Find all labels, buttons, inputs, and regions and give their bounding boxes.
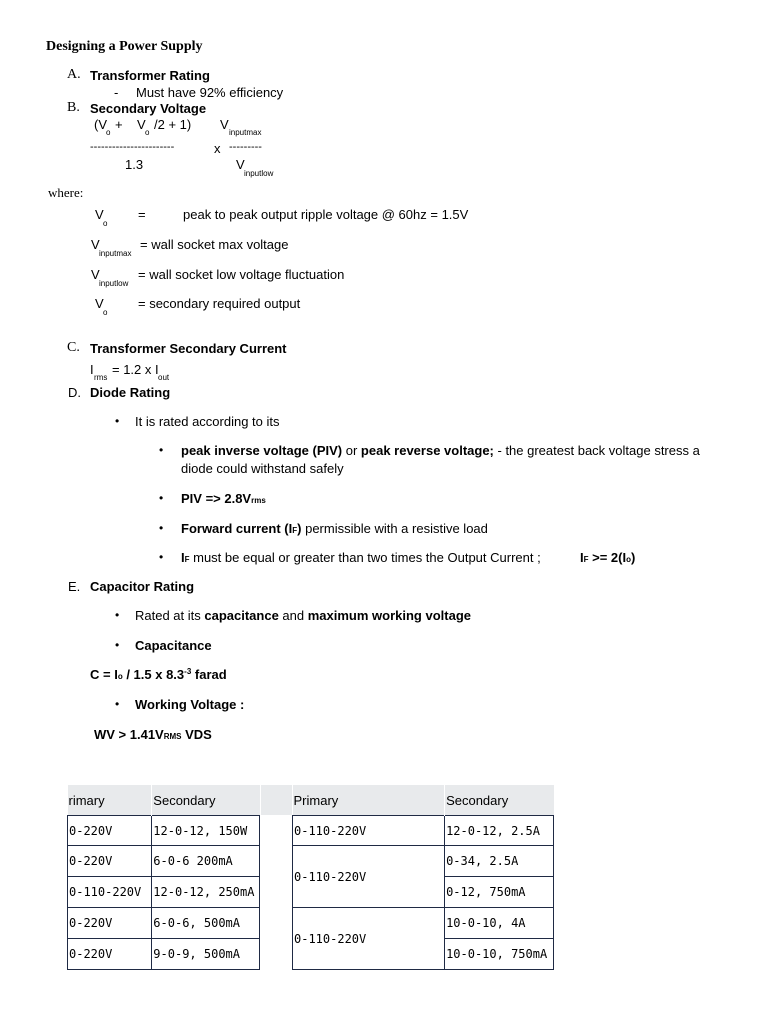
table-header-row <box>68 785 260 816</box>
table-row <box>68 816 260 846</box>
formula-times: x <box>214 141 221 156</box>
table-cell: 6-0-6, 500mA <box>152 908 260 939</box>
table-cell: 10-0-10, 750mA <box>445 939 554 970</box>
cap-sup: -3 <box>184 667 192 676</box>
current-mid: = 1.2 x I <box>112 362 159 377</box>
diode-piv-item-line2: diode could withstand safely <box>181 461 344 476</box>
table-cell: 0-110-220V <box>293 846 445 908</box>
table-row <box>293 846 554 877</box>
working-voltage-formula <box>94 728 212 741</box>
def4-text: = secondary required output <box>138 296 301 311</box>
if2-term: I <box>580 550 584 565</box>
cap-unit: farad <box>191 667 227 682</box>
table-cell: 0-34, 2.5A <box>445 846 554 877</box>
bullet-icon: • <box>159 443 164 457</box>
table-row <box>68 939 260 970</box>
diode-forward-current <box>181 522 488 535</box>
table-header-row <box>293 785 554 816</box>
section-a-dash: - <box>114 85 119 100</box>
diode-if-formula <box>580 551 635 564</box>
section-c-heading: Transformer Secondary Current <box>90 341 287 356</box>
table-cell: 0-110-220V <box>293 816 445 846</box>
def3-v: V <box>91 267 100 282</box>
page-title: Designing a Power Supply <box>46 39 203 54</box>
fc-close: ) <box>297 521 302 536</box>
current-sub-rms: rms <box>94 373 108 382</box>
formula-fraction-line: ----------------------- <box>90 141 175 153</box>
def2-v: V <box>91 237 100 252</box>
bullet-icon: • <box>159 521 164 535</box>
table-cell: 12-0-12, 150W <box>152 816 260 846</box>
table-cell: 6-0-6 200mA <box>152 846 260 877</box>
if2-mid: >= 2(I <box>588 550 627 565</box>
def4-v: V <box>95 296 104 311</box>
piv-sub-rms: rms <box>251 496 266 505</box>
cap-mwv-term: maximum working voltage <box>307 608 471 623</box>
def1-text: peak to peak output ripple voltage @ 60hz = 1.5V <box>183 207 469 222</box>
def1-sub: o <box>103 219 108 228</box>
def3-text: = wall socket low voltage fluctuation <box>138 267 345 282</box>
where-label: where: <box>48 185 84 200</box>
section-e-heading: Capacitor Rating <box>90 579 195 594</box>
formula-v3: V <box>220 117 229 132</box>
current-sub-out: out <box>158 373 170 382</box>
table-cell: 12-0-12, 2.5A <box>445 816 554 846</box>
piv-term: peak inverse voltage (PIV) <box>181 443 343 458</box>
bullet-icon: • <box>115 697 120 711</box>
formula-plus: + <box>115 117 123 132</box>
piv-desc: - the greatest back voltage stress a <box>493 443 700 458</box>
header-primary: Primary <box>293 785 445 816</box>
section-a-heading: Transformer Rating <box>90 68 210 83</box>
header-secondary: Secondary <box>445 785 554 816</box>
def1-eq: = <box>138 207 146 222</box>
table-cell: 0-220V <box>68 846 152 877</box>
formula-sub-inputmax: inputmax <box>229 128 262 137</box>
wv-b: VDS <box>181 727 212 742</box>
diode-intro: It is rated according to its <box>135 414 280 429</box>
formula-sub-o1: o <box>106 128 111 137</box>
cap-rated-a: Rated at its <box>135 608 205 623</box>
transformer-table-right <box>292 785 554 970</box>
table-cell: 0-12, 750mA <box>445 877 554 908</box>
transformer-table-left <box>67 785 260 970</box>
table-cell: 0-220V <box>68 908 152 939</box>
section-e-letter: E. <box>68 579 81 594</box>
section-d-heading: Diode Rating <box>90 385 171 400</box>
working-voltage-label: Working Voltage : <box>135 697 245 712</box>
formula-rest: /2 + 1) <box>154 117 192 132</box>
fc-term: Forward current (I <box>181 521 293 536</box>
if2-sub: F <box>583 555 589 564</box>
formula-v2: V <box>137 117 146 132</box>
bullet-icon: • <box>115 608 120 622</box>
table-cell: 0-110-220V <box>293 908 445 970</box>
def1-v: V <box>95 207 104 222</box>
formula-denominator: 1.3 <box>125 157 144 172</box>
cap-capacitance-term: capacitance <box>204 608 279 623</box>
if2-close: ) <box>630 550 636 565</box>
table-cell: 12-0-12, 250mA <box>152 877 260 908</box>
section-c-letter: C. <box>67 340 80 355</box>
capacitor-rated <box>135 609 471 622</box>
section-b-letter: B. <box>67 100 80 115</box>
table-cell: 0-110-220V <box>68 877 152 908</box>
formula-open: (V <box>94 117 107 132</box>
header-secondary: Secondary <box>152 785 260 816</box>
section-b-heading: Secondary Voltage <box>90 101 207 116</box>
table-row <box>293 908 554 939</box>
wv-sub: RMS <box>163 732 182 741</box>
piv-value: PIV => 2.8V <box>181 491 252 506</box>
diode-if-rule <box>181 551 541 564</box>
table-cell: 0-220V <box>68 816 152 846</box>
table-row <box>68 846 260 877</box>
section-a-item: Must have 92% efficiency <box>136 85 284 100</box>
section-d-letter: D. <box>68 385 81 400</box>
header-primary: rimary <box>68 785 152 816</box>
def2-sub: inputmax <box>99 249 132 258</box>
cap-mid: / 1.5 x 8.3 <box>122 667 185 682</box>
wv-a: WV > 1.41V <box>94 727 164 742</box>
cap-sub-o: o <box>117 672 123 681</box>
if-sub: F <box>184 555 190 564</box>
capacitance-formula <box>90 668 227 681</box>
def2-text: = wall socket max voltage <box>140 237 289 252</box>
current-i: I <box>90 362 94 377</box>
table-cell: 10-0-10, 4A <box>445 908 554 939</box>
cap-c: C = I <box>90 667 118 682</box>
fc-desc: permissible with a resistive load <box>301 521 488 536</box>
if-desc: must be equal or greater than two times the Output Current ; <box>189 550 541 565</box>
bullet-icon: • <box>159 550 164 564</box>
def4-sub: o <box>103 308 108 317</box>
section-a-letter: A. <box>67 67 81 82</box>
formula-sub-inputlow: inputlow <box>244 169 274 178</box>
table-row <box>68 877 260 908</box>
bullet-icon: • <box>115 638 120 652</box>
formula-fraction-line-2: --------- <box>229 141 262 153</box>
bullet-icon: • <box>159 491 164 505</box>
cap-and: and <box>278 608 308 623</box>
prv-term: peak reverse voltage; <box>360 443 494 458</box>
formula-sub-o2: o <box>145 128 150 137</box>
if2-sub-o: o <box>626 555 631 564</box>
table-row <box>293 816 554 846</box>
formula-v4: V <box>236 157 245 172</box>
piv-or: or <box>342 443 361 458</box>
fc-sub: F <box>292 526 298 535</box>
header-spacer <box>261 785 292 815</box>
table-row <box>68 908 260 939</box>
diode-piv-formula <box>181 492 266 505</box>
table-cell: 0-220V <box>68 939 152 970</box>
diode-piv-item <box>181 444 700 457</box>
table-cell: 9-0-9, 500mA <box>152 939 260 970</box>
if-term: I <box>181 550 185 565</box>
bullet-icon: • <box>115 414 120 428</box>
capacitance-label: Capacitance <box>135 638 212 653</box>
def3-sub: inputlow <box>99 279 129 288</box>
